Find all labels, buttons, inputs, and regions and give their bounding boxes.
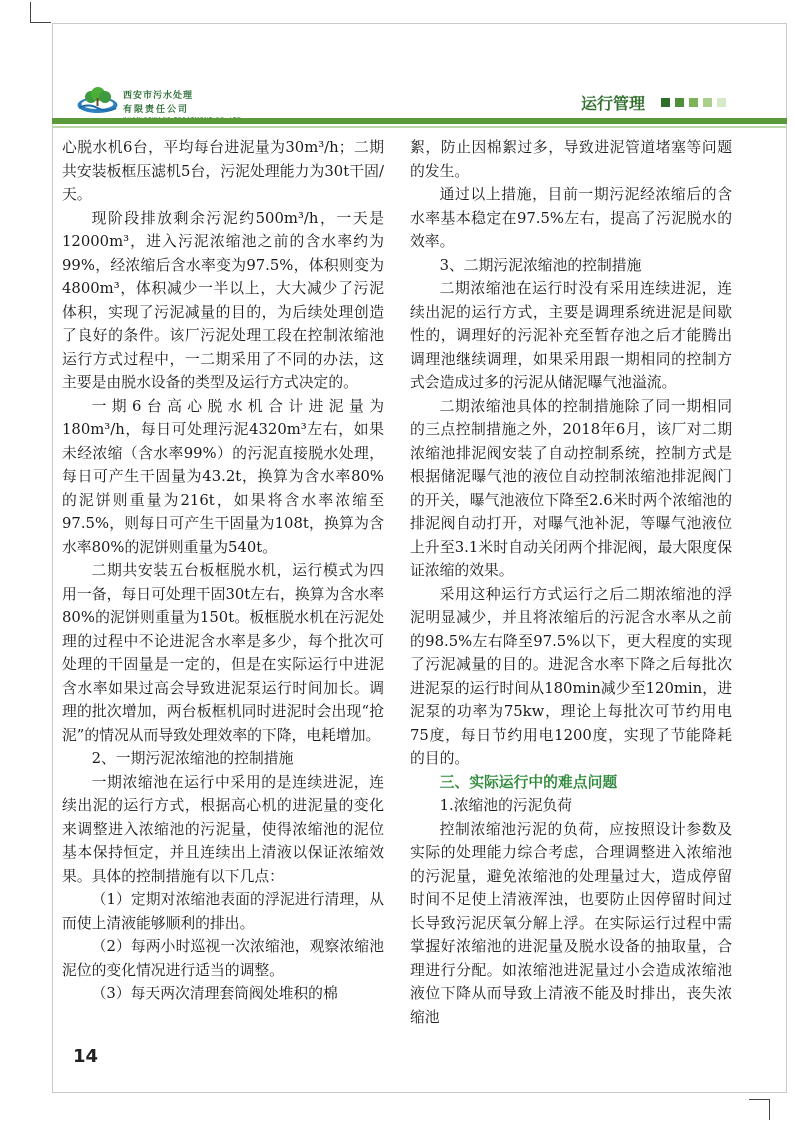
square-3 [689,98,698,107]
paragraph: 心脱水机6台，平均每台进泥量为30m³/h；二期共安装板框压滤机5台，污泥处理能力为30t干固/天。 [62,139,384,203]
header-rule [52,118,787,124]
section-title: 运行管理 [581,94,646,113]
page-number: 14 [73,1046,99,1067]
crop-mark-bottom-right [749,1099,770,1120]
square-5 [717,98,726,107]
paragraph: 一期浓缩池在运行中采用的是连续进泥，连续出泥的运行方式，根据高心机的进泥量的变化来调整进入浓缩池的污泥量，使得浓缩池的泥位基本保持恒定，并且连续出上清液以保证浓缩效果。具体的控制措施有以下几点： [62,773,384,885]
right-column [410,136,732,1029]
paragraph: 通过以上措施，目前一期污泥经浓缩后的含水率基本稳定在97.5%左右，提高了污泥脱水的效率。 [410,186,732,250]
decorative-squares [661,98,726,107]
left-column [62,136,384,1006]
subheading: 3、二期污泥浓缩池的控制措施 [439,256,642,274]
company-logo-icon [76,87,119,114]
header-rule-thin [52,126,787,128]
section-heading: 三、实际运行中的难点问题 [439,773,618,791]
paragraph: 二期共安装五台板框脱水机，运行模式为四用一备，每日可处理干固30t左右，换算为含水率80%的泥饼则重量为150t。板框脱水机在污泥处理的过程中不论进泥含水率是多少，每个批次可处理的干固量是一定的，但是在实际运行中进泥含水率如果过高会导致进泥泵运行时间加长。调理的批次增加，两台板框机同时进泥时会出现“抢泥”的情况从而导致处理效率的下降，电耗增加。 [62,562,384,744]
paragraph: 二期浓缩池在运行时没有采用连续进泥，连续出泥的运行方式，主要是调理系统进泥是间歇性的，调理好的污泥补充至暂存池之后才能腾出调理池继续调理，如果采用跟一期相同的控制方式会造成过多的污泥从储泥曝气池溢流。 [410,280,732,391]
subheading: 1.浓缩池的污泥负荷 [439,797,573,814]
company-name-line1: 西安市污水处理 [123,91,194,101]
paragraph: 一期6台高心脱水机合计进泥量为180m³/h，每日可处理污泥4320m³左右，如果未经浓缩（含水率99%）的污泥直接脱水处理，每日可产生干固量为43.2t，换算为含水率80%的泥饼则重量为216t，如果将含水率浓缩至97.5%，则每日可产生干固量为108t，换算为含水率80%的泥饼则重量为540t。 [62,397,384,556]
square-4 [703,98,712,107]
paragraph: 絮，防止因棉絮过多，导致进泥管道堵塞等问题的发生。 [410,139,732,180]
list-item: （3）每天两次清理套筒阀处堆积的棉 [91,985,338,1002]
paragraph: 现阶段排放剩余污泥约500m³/h，一天是12000m³，进入污泥浓缩池之前的含水率约为99%，经浓缩后含水率变为97.5%，体积则变为4800m³，体积减少一半以上，大大减少了污泥体积，实现了污泥减量的目的，为后续处理创造了良好的条件。该厂污泥处理工段在控制浓缩池运行方式过程中，一二期采用了不同的办法，这主要是由脱水设备的类型及运行方式决定的。 [62,209,384,391]
crop-mark-top-left [30,2,51,23]
paragraph: 二期浓缩池具体的控制措施除了同一期相同的三点控制措施之外，2018年6月，该厂对二期浓缩池排泥阀安装了自动控制系统，控制方式是根据储泥曝气池的液位自动控制浓缩池排泥阀门的开关，曝气池液位下降至2.6米时两个浓缩池的排泥阀自动打开，对曝气池补泥，等曝气池液位上升至3.1米时自动关闭两个排泥阀，最大限度保证浓缩的效果。 [410,397,732,579]
list-item: （2）每两小时巡视一次浓缩池，观察浓缩池泥位的变化情况进行适当的调整。 [62,938,384,979]
subheading: 2、一期污泥浓缩池的控制措施 [91,750,294,767]
square-2 [675,98,684,107]
list-item: （1）定期对浓缩池表面的浮泥进行清理，从而使上清液能够顺利的排出。 [62,891,384,932]
company-name-line2: 有限责任公司 [123,105,190,115]
paragraph: 采用这种运行方式运行之后二期浓缩池的浮泥明显减少，并且将浓缩后的污泥含水率从之前的98.5%左右降至97.5%以下，更大程度的实现了污泥减量的目的。进泥含水率下降之后每批次进泥泵的运行时间从180min减少至120min，进泥泵的功率为75kw，理论上每批次可节约用电75度，每日节约用电1200度，实现了节能降耗的目的。 [410,585,732,767]
paragraph: 控制浓缩池污泥的负荷，应按照设计参数及实际的处理能力综合考虑，合理调整进入浓缩池的污泥量，避免浓缩池的处理量过大，造成停留时间不足使上清液浑浊，也要防止因停留时间过长导致污泥厌氧分解上浮。在实际运行过程中需掌握好浓缩池的进泥量及脱水设备的抽取量，合理进行分配。如浓缩池进泥量过小会造成浓缩池液位下降从而导致上清液不能及时排出，丧失浓缩池 [410,820,732,1026]
square-1 [661,98,670,107]
